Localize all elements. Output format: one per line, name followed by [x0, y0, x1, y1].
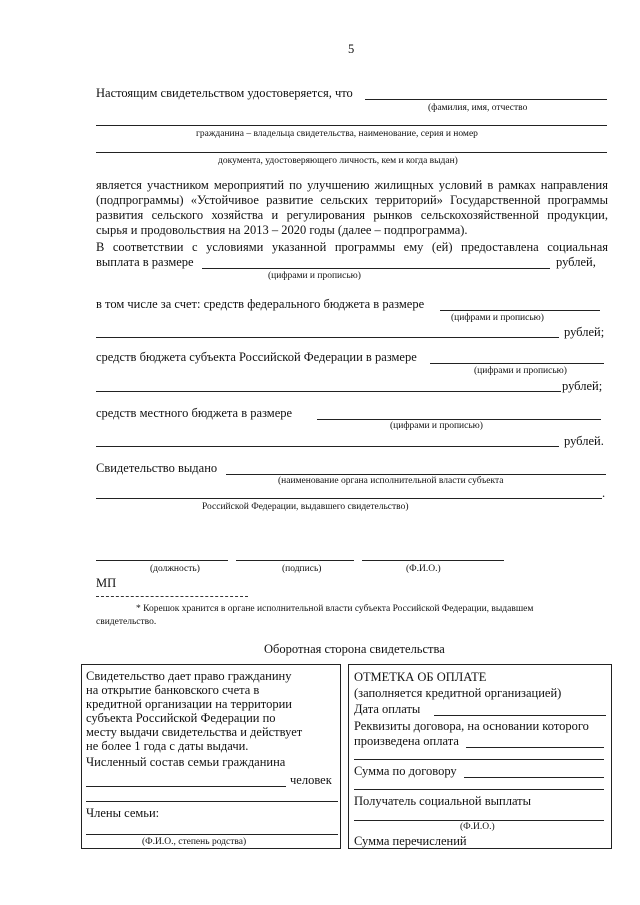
left-line-1: Свидетельство дает право гражданину — [86, 669, 292, 683]
payment-amount-line[interactable] — [202, 268, 550, 269]
hint-amount-1: (цифрами и прописью) — [268, 271, 361, 281]
hint-amount-4: (цифрами и прописью) — [390, 421, 483, 431]
rubles-label-3: рублей; — [562, 379, 603, 393]
issued-authority-line-2[interactable] — [96, 498, 602, 499]
left-line-2: на открытие банковского счета в — [86, 683, 260, 697]
contract-line[interactable] — [466, 747, 604, 748]
transfer-sum-label: Сумма перечислений — [354, 834, 467, 848]
payment-label: выплата в размере — [96, 255, 194, 269]
contract-sum-line-2[interactable] — [354, 789, 604, 790]
local-words-line[interactable] — [96, 446, 559, 447]
federal-label: в том числе за счет: средств федерального бюджета в размере — [96, 297, 425, 311]
participant-line-2: (подпрограммы) «Устойчивое развитие сельских территорий» Государственной программы — [96, 193, 608, 207]
participant-line-3: развития сельского хозяйства и регулирования рынков сельскохозяйственной продукции, — [96, 208, 608, 222]
hint-document: документа, удостоверяющего личность, кем и когда выдан) — [218, 156, 458, 166]
fio-signature-line[interactable] — [362, 560, 504, 561]
federal-amount-line[interactable] — [440, 310, 600, 311]
issued-authority-line[interactable] — [226, 474, 606, 475]
subject-words-line[interactable] — [96, 391, 561, 392]
family-count-line[interactable] — [86, 786, 286, 787]
subject-amount-line[interactable] — [430, 363, 604, 364]
participant-line-1: является участником мероприятий по улучшению жилищных условий в рамках направления — [96, 178, 608, 192]
footnote-separator — [96, 596, 248, 597]
members-line[interactable] — [86, 834, 338, 835]
pay-date-label: Дата оплаты — [354, 702, 421, 716]
recipient-label: Получатель социальной выплаты — [354, 794, 532, 808]
contract-line-extra[interactable] — [354, 759, 604, 760]
left-line-6: не более 1 года с даты выдачи. — [86, 739, 249, 753]
payment-box-subtitle: (заполняется кредитной организацией) — [354, 686, 562, 700]
intro-text: Настоящим свидетельством удостоверяется, что — [96, 86, 353, 100]
hint-fio-signature: (Ф.И.О.) — [406, 564, 441, 574]
contract-line-2: произведена оплата — [354, 734, 459, 748]
local-amount-line[interactable] — [317, 419, 601, 420]
subject-label: средств бюджета субъекта Российской Федерации в размере — [96, 350, 417, 364]
hint-amount-2: (цифрами и прописью) — [451, 313, 544, 323]
footnote-line-1: * Корешок хранится в органе исполнительной власти субъекта Российской Федерации, выдавшем — [136, 604, 534, 614]
pay-date-line[interactable] — [434, 715, 606, 716]
hint-authority: (наименование органа исполнительной власти субъекта — [278, 476, 504, 486]
citizen-line[interactable] — [96, 125, 607, 126]
signature-line[interactable] — [236, 560, 354, 561]
recipient-line[interactable] — [354, 820, 604, 821]
hint-fio: (фамилия, имя, отчество — [428, 103, 528, 113]
contract-line-1: Реквизиты договора, на основании которого — [354, 719, 589, 733]
recipient-fio-hint: (Ф.И.О.) — [460, 822, 495, 832]
footnote-line-2: свидетельство. — [96, 617, 157, 627]
contract-sum-line[interactable] — [464, 777, 604, 778]
rubles-label-1: рублей, — [556, 255, 596, 269]
page-number: 5 — [348, 42, 355, 56]
left-line-7: Численный состав семьи гражданина — [86, 755, 286, 769]
reverse-title: Оборотная сторона свидетельства — [264, 642, 445, 656]
hint-citizen: гражданина – владельца свидетельства, наименование, серия и номер — [196, 129, 478, 139]
local-label: средств местного бюджета в размере — [96, 406, 293, 420]
trailing-dot: . — [602, 486, 606, 500]
stamp-label: МП — [96, 576, 117, 590]
federal-words-line[interactable] — [96, 337, 559, 338]
persons-label: человек — [290, 773, 332, 787]
left-line-4: субъекта Российской Федерации по — [86, 711, 276, 725]
members-label: Члены семьи: — [86, 806, 160, 820]
payment-box-title: ОТМЕТКА ОБ ОПЛАТЕ — [354, 670, 487, 684]
left-line-5: месту выдачи свидетельства и действует — [86, 725, 303, 739]
contract-sum-label: Сумма по договору — [354, 764, 457, 778]
family-count-line-2[interactable] — [86, 801, 338, 802]
fio-line[interactable] — [365, 99, 607, 100]
hint-amount-3: (цифрами и прописью) — [474, 366, 567, 376]
left-line-3: кредитной организации на территории — [86, 697, 292, 711]
accordance-line: В соответствии с условиями указанной программы ему (ей) предоставлена социальная — [96, 240, 608, 254]
hint-authority-2: Российской Федерации, выдавшего свидетельство) — [202, 502, 409, 512]
position-line[interactable] — [96, 560, 228, 561]
rubles-label-4: рублей. — [564, 434, 604, 448]
members-hint: (Ф.И.О., степень родства) — [142, 837, 247, 847]
rubles-label-2: рублей; — [564, 325, 605, 339]
document-line[interactable] — [96, 152, 607, 153]
issued-label: Свидетельство выдано — [96, 461, 218, 475]
hint-signature: (подпись) — [282, 564, 322, 574]
hint-position: (должность) — [150, 564, 200, 574]
participant-line-4: сырья и продовольствия на 2013 – 2020 годы (далее – подпрограмма). — [96, 223, 468, 237]
